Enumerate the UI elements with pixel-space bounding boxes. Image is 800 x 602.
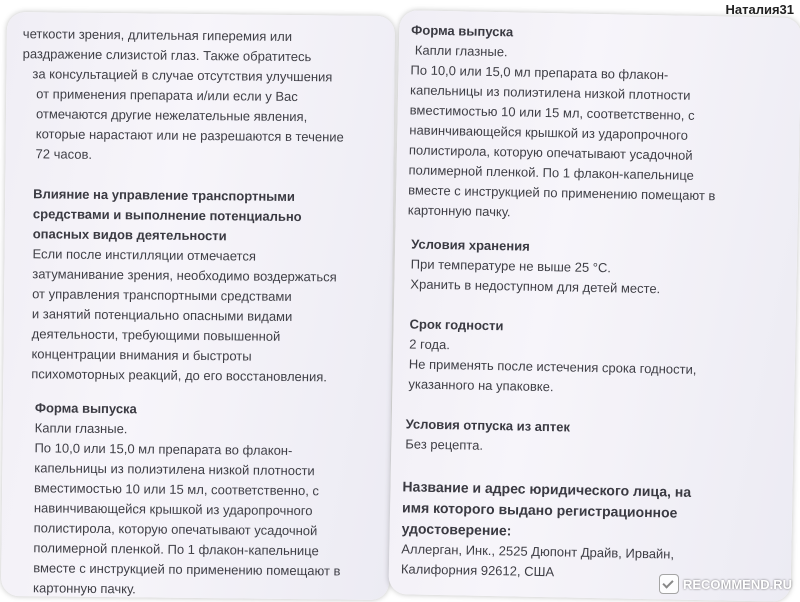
form-section-left — [33, 398, 342, 600]
section-heading: Условия отпуска из аптек — [405, 416, 571, 435]
text-line: затуманивание зрения, необходимо воздержаться — [32, 266, 337, 285]
text-line: от применения препарата и/или если у Вас — [36, 86, 298, 105]
text-line: и занятий потенциально опасными видами — [31, 306, 293, 324]
text-line: концентрации внимания и быстроты — [31, 346, 252, 364]
dispense-section — [405, 414, 570, 457]
text-line: капельницы из полиэтилена низкой плотности — [409, 82, 691, 103]
shelf-life-section — [408, 314, 697, 400]
text-line: навинчивающейся крышкой из ударопрочного — [409, 122, 689, 143]
text-line: за консультацией в случае отсутствия улучшения — [32, 66, 333, 85]
left-leaflet-photo — [1, 12, 395, 600]
text-line: 72 часов. — [35, 146, 93, 162]
text-line: которые нарастают или не разрешаются в течение — [35, 126, 344, 145]
section-heading: имя которого выдано регистрационное — [401, 499, 678, 521]
text-line: По 10,0 или 15,0 мл препарата во флакон- — [410, 62, 669, 83]
license-holder-section — [401, 476, 692, 585]
section-heading: Название и адрес юридического лица, на — [402, 478, 692, 500]
text-line: Хранить в недоступном для детей месте. — [410, 276, 661, 297]
text-line: указанного на упаковке. — [408, 376, 554, 395]
text-line: Аллерган, Инк., 2525 Дюпонт Драйв, Ирвайн, — [401, 541, 675, 562]
section-heading: Влияние на управление транспортными — [33, 186, 296, 205]
watermark-text: RECOMMEND.RU — [682, 576, 792, 592]
text-line: По 10,0 или 15,0 мл препарата во флакон- — [34, 440, 293, 458]
text-line: деятельности, требующими повышенной — [31, 326, 281, 344]
driving-section — [31, 184, 337, 387]
section-heading: Условия хранения — [411, 236, 530, 254]
text-line: вместимостью 10 или 15 мл, соответственно, с — [34, 480, 320, 499]
section-heading: опасных видов деятельности — [32, 226, 227, 244]
form-section-right — [408, 20, 719, 226]
text-line: Капли глазные. — [414, 42, 508, 60]
section-heading: Срок годности — [409, 316, 504, 334]
text-line: вместимостью 10 или 15 мл, соответственно, с — [409, 102, 695, 123]
text-line: При температуре не выше 25 °С. — [410, 256, 612, 276]
intro-paragraph — [21, 24, 344, 167]
text-line: Капли глазные. — [34, 420, 128, 437]
text-line: вместе с инструкцией по применению помещают в — [33, 560, 341, 579]
text-line: полистирола, которую опечатывают усадочной — [408, 142, 693, 163]
text-line: Без рецепта. — [405, 436, 484, 453]
storage-section — [410, 234, 661, 299]
text-line: полистирола, которую опечатывают усадочной — [33, 520, 318, 539]
right-leaflet-text — [388, 10, 800, 602]
text-line: отмечаются другие нежелательные явления, — [35, 106, 308, 125]
recommend-watermark — [659, 574, 792, 594]
right-leaflet-photo — [388, 10, 800, 602]
text-line: Если после инстилляции отмечается — [32, 246, 257, 264]
text-line: капельницы из полиэтилена низкой плотности — [34, 460, 315, 479]
section-heading: Форма выпуска — [34, 400, 137, 417]
text-line: психомоторных реакций, до его восстановления. — [31, 366, 327, 385]
text-line: Не применять после истечения срока годности, — [408, 356, 697, 377]
text-line: полимерной пленкой. По 1 флакон-капельнице — [33, 540, 319, 559]
section-heading: Форма выпуска — [411, 22, 514, 40]
text-line: от управления транспортными средствами — [32, 286, 292, 304]
section-heading: удостоверение: — [401, 520, 512, 539]
text-line: вместе с инструкцией по применению помещают в — [408, 182, 716, 204]
text-line: раздражение слизистой глаз. Также обратитесь — [22, 46, 312, 65]
text-line: 2 года. — [409, 336, 451, 353]
left-leaflet-text — [1, 12, 395, 600]
checkmark-icon — [659, 574, 679, 594]
author-name: Наталия31 — [725, 2, 794, 17]
text-line: картонную пачку. — [32, 580, 136, 597]
text-line: навинчивающейся крышкой из ударопрочного — [33, 500, 313, 519]
text-line: картонную пачку. — [407, 202, 511, 220]
section-heading: средствами и выполнение потенциально — [32, 206, 302, 225]
text-line: четкости зрения, длительная гиперемия или — [22, 26, 293, 44]
text-line: полимерной пленкой. По 1 флакон-капельнице — [408, 162, 694, 183]
text-line: Калифорния 92612, США — [400, 561, 555, 580]
